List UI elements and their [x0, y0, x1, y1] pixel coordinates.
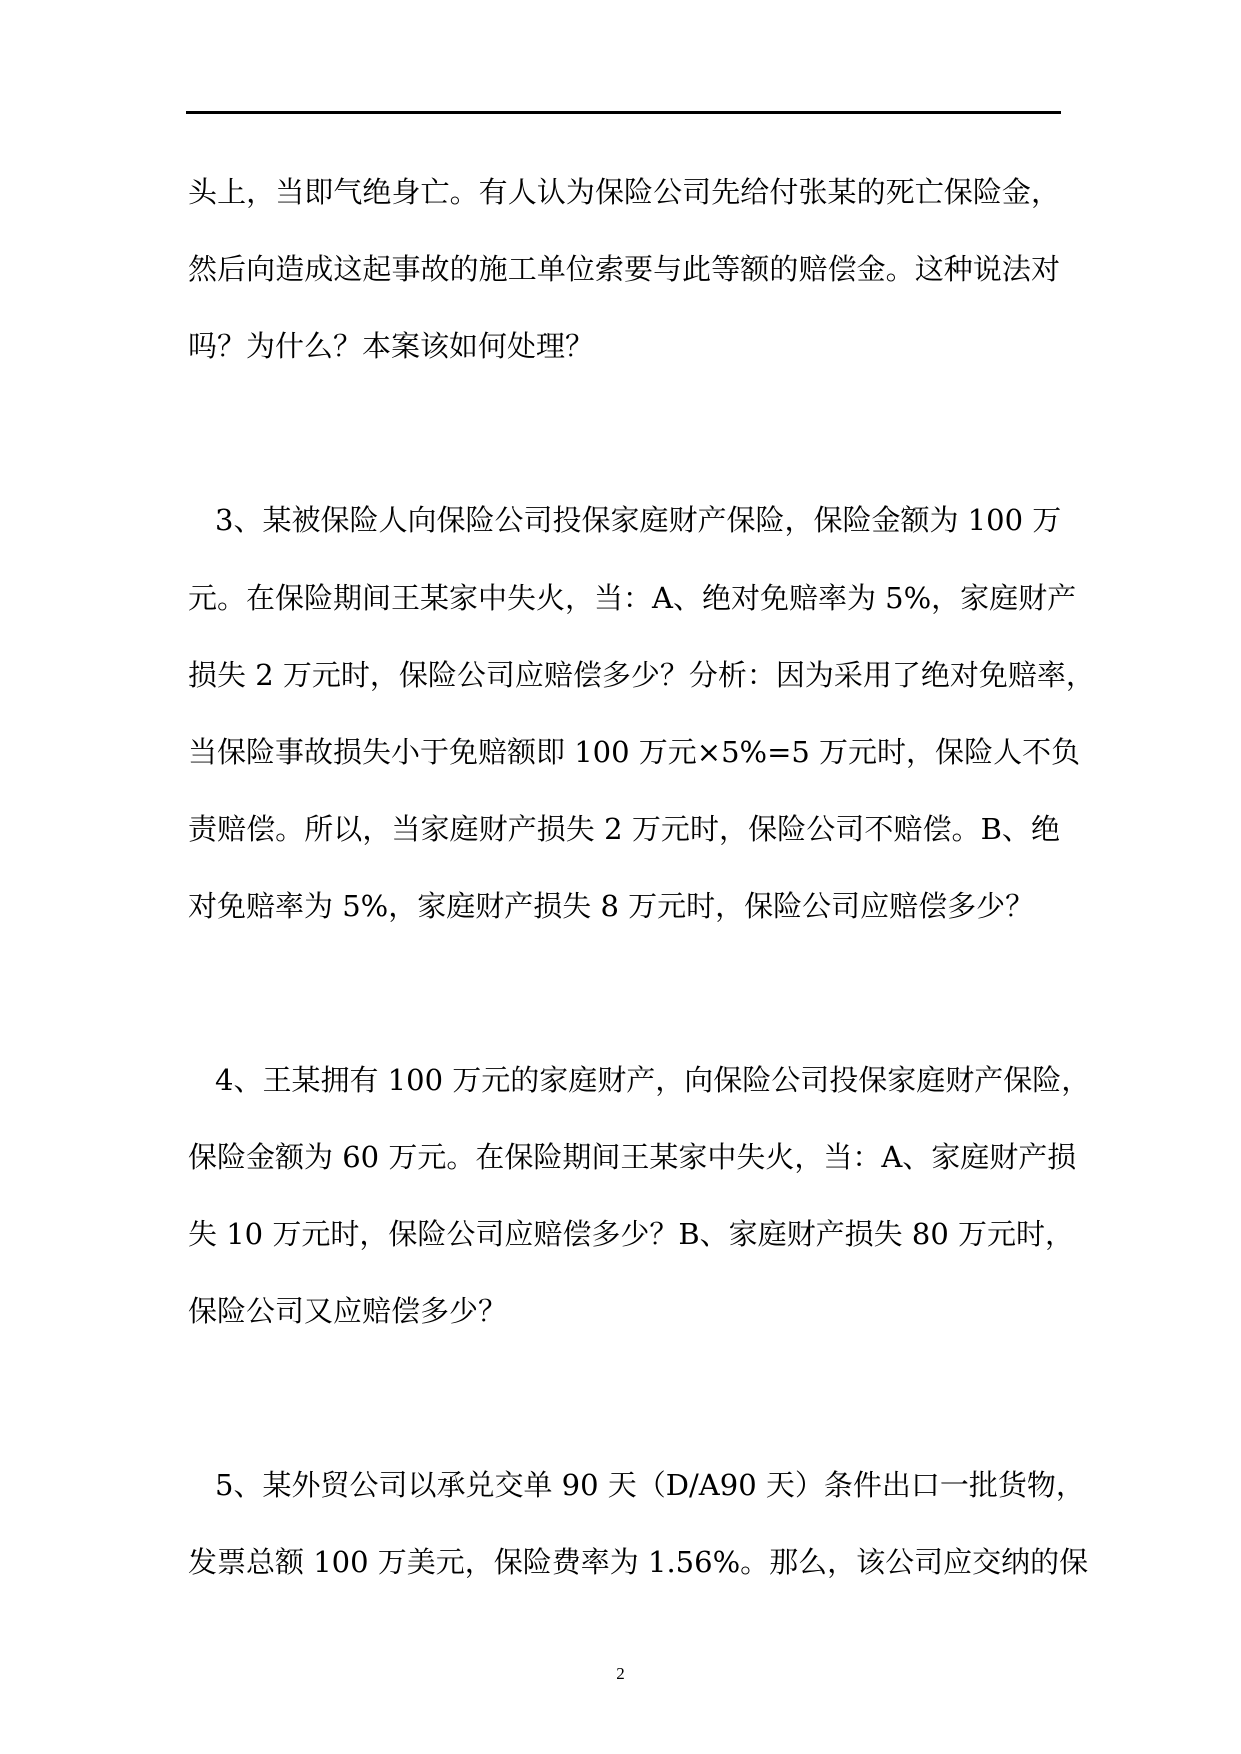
page-number: 2 — [616, 1664, 625, 1683]
text-line: 然后向造成这起事故的施工单位索要与此等额的赔偿金。这种说法对 — [188, 252, 1060, 286]
text-line: 保险公司又应赔偿多少？ — [188, 1294, 508, 1328]
text-line: 对免赔率为 5%，家庭财产损失 8 万元时，保险公司应赔偿多少？ — [188, 889, 1035, 923]
text-line: 3、某被保险人向保险公司投保家庭财产保险，保险金额为 100 万 — [215, 503, 1062, 537]
header-rule — [186, 111, 1061, 114]
text-line: 保险金额为 60 万元。在保险期间王某家中失火，当：A、家庭财产损 — [188, 1140, 1077, 1174]
text-line: 4、王某拥有 100 万元的家庭财产，向保险公司投保家庭财产保险， — [215, 1063, 1091, 1097]
text-line: 吗？为什么？本案该如何处理？ — [188, 329, 595, 363]
text-line: 失 10 万元时，保险公司应赔偿多少？B、家庭财产损失 80 万元时， — [188, 1217, 1074, 1251]
text-line: 当保险事故损失小于免赔额即 100 万元×5%=5 万元时，保险人不负 — [188, 735, 1081, 769]
text-line: 损失 2 万元时，保险公司应赔偿多少？分析：因为采用了绝对免赔率， — [188, 658, 1095, 692]
text-line: 5、某外贸公司以承兑交单 90 天（D/A90 天）条件出口一批货物， — [215, 1468, 1085, 1502]
text-line: 元。在保险期间王某家中失火，当：A、绝对免赔率为 5%，家庭财产 — [188, 581, 1077, 615]
text-line: 头上，当即气绝身亡。有人认为保险公司先给付张某的死亡保险金， — [188, 175, 1060, 209]
text-line: 发票总额 100 万美元，保险费率为 1.56%。那么，该公司应交纳的保 — [188, 1545, 1089, 1579]
text-line: 责赔偿。所以，当家庭财产损失 2 万元时，保险公司不赔偿。B、绝 — [188, 812, 1060, 846]
